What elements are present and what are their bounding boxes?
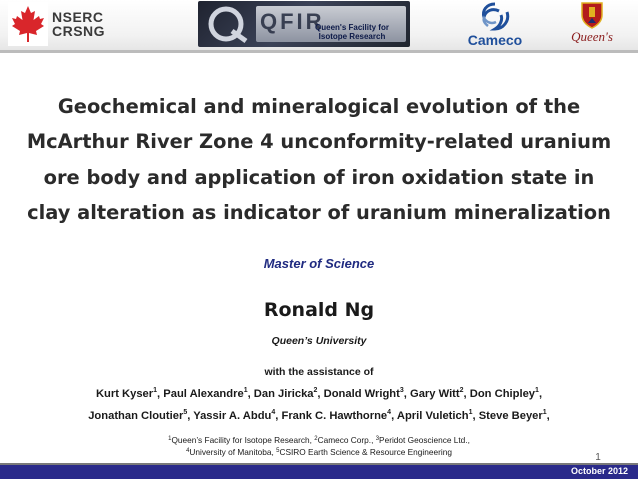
qfir-logo [198, 1, 410, 47]
university-label: Queen’s University [271, 335, 367, 347]
coauthor-name: , April Vuletich [391, 410, 469, 422]
nserc-english: NSERC [52, 9, 104, 25]
affiliation-marker: 2 [459, 387, 464, 394]
affiliation-marker: 2 [313, 387, 318, 394]
cameco-logo [462, 2, 528, 48]
affiliation-text: Peridot Geoscience Ltd., [379, 435, 470, 445]
title-line-4: clay alteration as indicator of uranium mineralization [27, 201, 611, 225]
coauthor-list [0, 383, 638, 427]
author-name [0, 299, 638, 321]
affiliation-marker: 1 [535, 387, 539, 394]
qfir-name-line-2: Isotope Research [318, 32, 386, 41]
affiliation-text: Cameco Corp., [317, 435, 376, 445]
coauthor-name: , Dan Jiricka [247, 388, 314, 400]
affiliation-marker: 1 [542, 409, 547, 416]
affiliation-marker: 3 [375, 436, 380, 442]
coauthor-name: , Frank C. Hawthorne [275, 410, 388, 422]
nserc-wordmark [52, 10, 105, 38]
queens-logo [556, 1, 628, 49]
affiliation-line-1 [0, 434, 638, 446]
author-text: Ronald Ng [263, 299, 375, 321]
coauthor-name: , Gary Witt [403, 388, 460, 400]
qfir-name [302, 23, 402, 41]
coauthor-name: , Donald Wright [317, 388, 400, 400]
affiliation-marker: 1 [168, 436, 172, 442]
qfir-name-line-1: Queen's Facility for [315, 23, 389, 32]
queens-wordmark: Queen's [571, 29, 613, 44]
slide-page-number: 1 [595, 452, 601, 463]
affiliation-marker: 4 [271, 409, 276, 416]
separator: , [538, 388, 543, 400]
coauthor-name: Kurt Kyser [95, 388, 154, 400]
coauthor-name: Jonathan Cloutier [88, 410, 184, 422]
affiliation-marker: 5 [276, 448, 280, 454]
affiliation-line-2 [0, 446, 638, 458]
separator: , [546, 410, 550, 422]
title-line-3: ore body and application of iron oxidation state in [43, 165, 595, 189]
coauthor-line-1 [0, 383, 638, 405]
assistance-label: with the assistance of [264, 366, 374, 378]
coauthor-name: , Don Chipley [463, 388, 536, 400]
affiliation-marker: 3 [399, 387, 404, 394]
affiliation-marker: 4 [387, 409, 392, 416]
footer-date: October 2012 [570, 466, 628, 476]
affiliation-text: University of Manitoba, [189, 447, 277, 457]
maple-leaf-icon [8, 2, 48, 46]
nserc-logo [8, 2, 134, 46]
affiliation-marker: 1 [243, 387, 248, 394]
affiliation-text: Queen’s Facility for Isotope Research, [171, 435, 315, 445]
queens-crest-icon [580, 1, 604, 29]
coauthor-name: , Yassir A. Abdu [187, 410, 272, 422]
footer-bar [0, 465, 638, 479]
affiliation-text: CSIRO Earth Science & Resource Engineering [279, 447, 452, 457]
coauthor-name: , Steve Beyer [472, 410, 543, 422]
coauthor-name: , Paul Alexandre [157, 388, 244, 400]
affiliation-marker: 2 [314, 436, 318, 442]
qfir-initials: QFIR [260, 9, 325, 34]
degree-text: Master of Science [263, 256, 375, 271]
coauthor-line-2 [0, 405, 638, 427]
title-line-2: McArthur River Zone 4 unconformity-related uranium [26, 130, 612, 154]
header-divider [0, 50, 638, 53]
qfir-q-emblem-icon [202, 4, 252, 44]
affiliation-marker: 4 [186, 448, 190, 454]
cameco-wordmark: Cameco [467, 32, 523, 48]
affiliation-list [0, 434, 638, 458]
affiliation-marker: 5 [183, 409, 188, 416]
cameco-swirl-icon [479, 2, 511, 32]
affiliation-marker: 1 [468, 409, 473, 416]
slide-title [0, 89, 638, 231]
nserc-french: CRSNG [52, 23, 106, 39]
degree-label [0, 256, 638, 271]
affiliation-marker: 1 [153, 387, 158, 394]
title-line-1: Geochemical and mineralogical evolution of the [57, 95, 581, 118]
